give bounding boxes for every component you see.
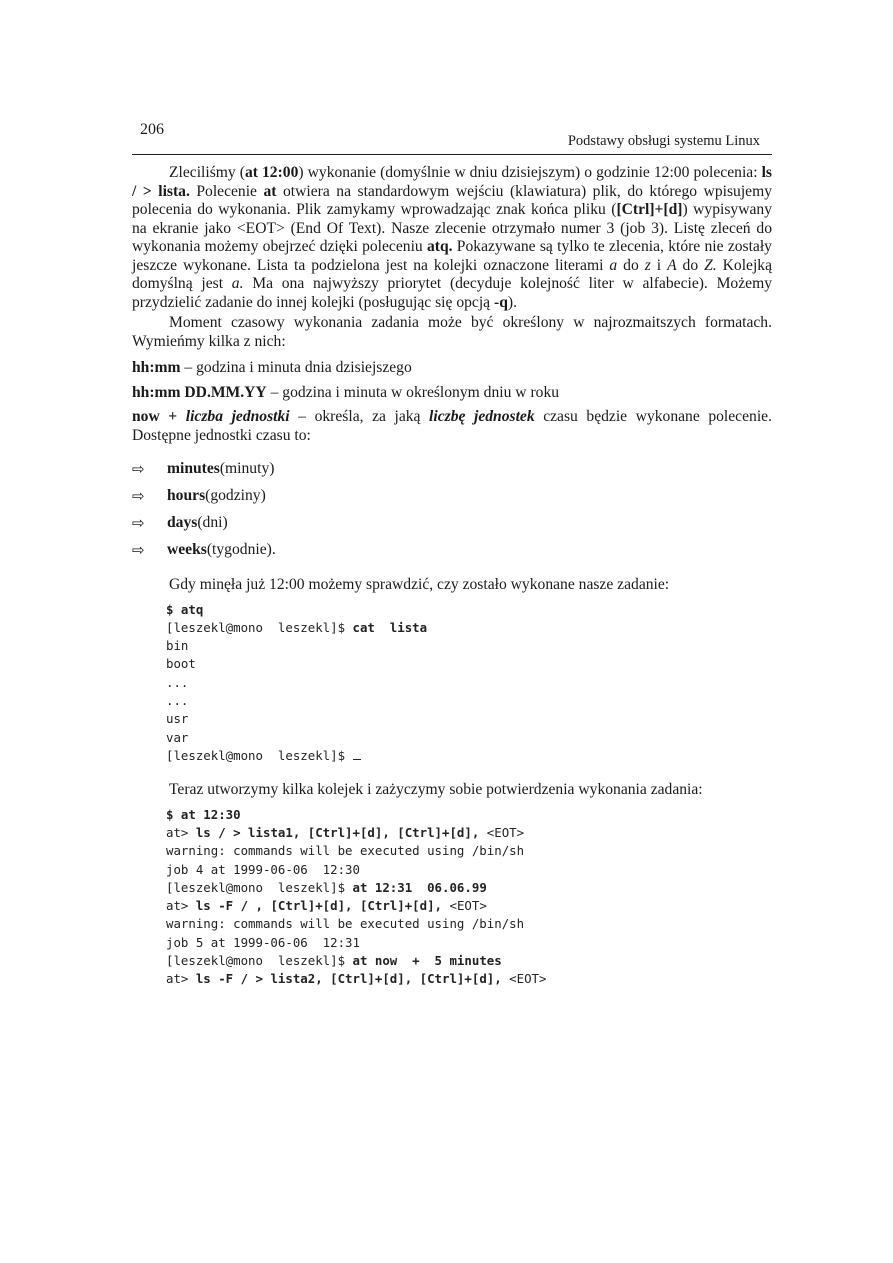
- bold-run: $ atq: [166, 601, 204, 617]
- page-number: 206: [140, 121, 164, 138]
- text-run: usr: [166, 711, 189, 727]
- intro-create-queues: Teraz utworzymy kilka kolejek i zażyczymy sobie potwierdzenia wykonania zadania:: [169, 781, 703, 799]
- body-text: [132, 164, 772, 351]
- text-run: bin: [166, 638, 189, 654]
- text-run: – określa, za jaką: [289, 408, 430, 425]
- paragraph-at-explanation: [132, 164, 772, 312]
- text-run: Ma ona najwyższy priorytet (decyduje kolejność liter w alfabecie). Możemy przydzielić zadanie do innej kolejki (posługując się opcją: [132, 275, 772, 311]
- time-unit-desc: (tygodnie).: [206, 540, 276, 558]
- bold-run: at 12:00: [244, 164, 299, 181]
- time-unit-term: days: [167, 513, 198, 531]
- text-run: <EOT>: [442, 898, 487, 914]
- text-run: Polecenie: [189, 182, 264, 200]
- text-run: – godzina i minuta dnia dzisiejszego: [180, 359, 412, 376]
- terminal-line: [166, 655, 772, 673]
- bold-run: atq.: [426, 238, 453, 255]
- text-run: [leszekl@mono leszekl]$: [166, 953, 353, 969]
- terminal-line: [166, 601, 772, 619]
- text-run: ) wypisywany na ekranie jako <EOT> (End Of Text). Nasze zlecenie otrzymało numer 3 (job 3). Listę zleceń do wykonania możemy obejrzeć dzięki poleceniu: [132, 201, 772, 255]
- text-run: [leszekl@mono leszekl]$: [166, 879, 353, 895]
- text-run: liczbę jednostek: [429, 408, 535, 425]
- text-run: <EOT>: [479, 824, 525, 840]
- arrow-right-icon: ⇨: [132, 486, 145, 505]
- time-unit-desc: (godziny): [205, 486, 266, 504]
- format-hh-mm: [132, 359, 772, 378]
- terminal-line: [166, 674, 772, 692]
- bold-run: hh:mm DD.MM.YY: [132, 383, 267, 401]
- terminal-line: [166, 637, 772, 655]
- italic-run: A: [667, 256, 677, 274]
- text-run: Zleciliśmy (: [169, 164, 245, 181]
- terminal-line: [166, 710, 772, 728]
- text-run: liczba jednostki: [185, 408, 290, 425]
- terminal-listing-atq: [166, 601, 772, 766]
- text-run: Pokazywane są tylko te zlecenia, które nie zostały jeszcze wykonane. Lista ta podzielona jest na kolejki oznaczone literami: [132, 238, 772, 274]
- book-page: [132, 118, 772, 989]
- time-unit-desc: (minuty): [219, 459, 275, 477]
- text-run: czasu będzie wykonane polecenie. Dostępne jednostki czasu to:: [132, 408, 772, 444]
- text-run: ) wykonanie (domyślnie w dniu dzisiejszym) o godzinie 12:00 polecenia:: [298, 164, 762, 181]
- page-header: [132, 118, 772, 155]
- text-run: Kolejką domyślną jest: [132, 256, 773, 292]
- bold-run: ls -F / > lista2, [Ctrl]+[d], [Ctrl]+[d],: [195, 971, 502, 987]
- time-unit-item: [132, 509, 772, 536]
- text-run: <EOT>: [501, 971, 547, 987]
- terminal-line: [166, 619, 772, 637]
- arrow-right-icon: ⇨: [132, 459, 145, 478]
- terminal-line: [166, 934, 772, 952]
- time-unit-term: weeks: [167, 540, 207, 558]
- text-run: otwiera na standardowym wejściu (klawiatura) plik, do którego wpisujemy polecenia do wykonania. Plik zamykamy wprowadzając znak końca pliku (: [132, 182, 772, 218]
- time-unit-item: [132, 536, 772, 563]
- terminal-line: [166, 729, 772, 747]
- terminal-line: [166, 915, 772, 933]
- text-run: do: [617, 256, 645, 274]
- italic-run: Z.: [704, 256, 717, 274]
- terminal-line: [166, 824, 772, 842]
- text-run: [leszekl@mono leszekl]$: [166, 747, 353, 763]
- text-run: warning: commands will be executed using /bin/sh: [166, 916, 525, 932]
- format-now-plus: [132, 408, 772, 445]
- text-run: – godzina i minuta w określonym dniu w roku: [266, 383, 560, 401]
- terminal-line: [166, 806, 772, 824]
- time-unit-term: minutes: [167, 459, 220, 477]
- text-run: boot: [166, 656, 196, 672]
- arrow-right-icon: ⇨: [132, 513, 145, 532]
- bold-run: cat lista: [352, 619, 428, 635]
- time-unit-item: [132, 455, 772, 482]
- terminal-line: [166, 952, 772, 970]
- bold-run: [186, 408, 290, 425]
- bold-run: ls / > lista1, [Ctrl]+[d], [Ctrl]+[d],: [195, 824, 480, 840]
- bold-run: now +: [132, 408, 186, 425]
- terminal-line: [166, 970, 772, 988]
- terminal-line: [166, 861, 772, 879]
- bold-run: ls -F / , [Ctrl]+[d], [Ctrl]+[d],: [195, 898, 443, 914]
- terminal-line: [166, 879, 772, 897]
- bold-run: -q: [494, 293, 508, 311]
- time-format-list: [132, 359, 772, 445]
- text-run: at>: [166, 898, 196, 914]
- italic-run: a: [609, 256, 618, 274]
- terminal-cursor: [353, 751, 361, 760]
- bold-run: [Ctrl]+[d]: [616, 201, 683, 218]
- time-unit-term: hours: [167, 486, 206, 504]
- terminal-line: [166, 897, 772, 915]
- text-run: warning: commands will be executed using /bin/sh: [166, 843, 525, 859]
- text-run: [leszekl@mono leszekl]$: [166, 619, 353, 635]
- bold-run: [429, 408, 535, 425]
- time-unit-desc: (dni): [197, 513, 228, 531]
- bold-run: at now + 5 minutes: [352, 953, 502, 969]
- text-run: at>: [166, 971, 196, 987]
- text-run: ...: [166, 674, 189, 690]
- time-unit-list: [132, 455, 772, 563]
- bold-run: ls / > lista.: [132, 164, 772, 200]
- text-run: do: [676, 256, 705, 274]
- paragraph-time-formats: Moment czasowy wykonania zadania może być określony w najrozmaitszych formatach. Wymieńmy kilka z nich:: [132, 314, 772, 350]
- terminal-line: [166, 692, 772, 710]
- bold-run: at: [263, 182, 277, 200]
- terminal-listing-at-jobs: [166, 806, 772, 989]
- time-unit-item: [132, 482, 772, 509]
- format-hh-mm-date: [132, 384, 772, 403]
- terminal-line: [166, 747, 772, 765]
- arrow-right-icon: ⇨: [132, 540, 145, 559]
- italic-run: z: [644, 256, 651, 274]
- running-head: Podstawy obsługi systemu Linux: [567, 133, 760, 149]
- text-run: i: [650, 256, 668, 274]
- terminal-line: [166, 842, 772, 860]
- italic-run: a.: [231, 275, 244, 292]
- text-run: ...: [166, 692, 189, 708]
- bold-run: $ at 12:30: [166, 806, 241, 822]
- bold-run: hh:mm: [132, 359, 181, 376]
- intro-check-task: Gdy minęła już 12:00 możemy sprawdzić, czy zostało wykonane nasze zadanie:: [169, 576, 670, 593]
- text-run: var: [166, 729, 189, 745]
- text-run: at>: [166, 824, 196, 840]
- text-run: job 4 at 1999-06-06 12:30: [166, 861, 360, 877]
- bold-run: at 12:31 06.06.99: [352, 879, 487, 895]
- text-run: job 5 at 1999-06-06 12:31: [166, 934, 360, 950]
- text-run: ).: [507, 293, 517, 311]
